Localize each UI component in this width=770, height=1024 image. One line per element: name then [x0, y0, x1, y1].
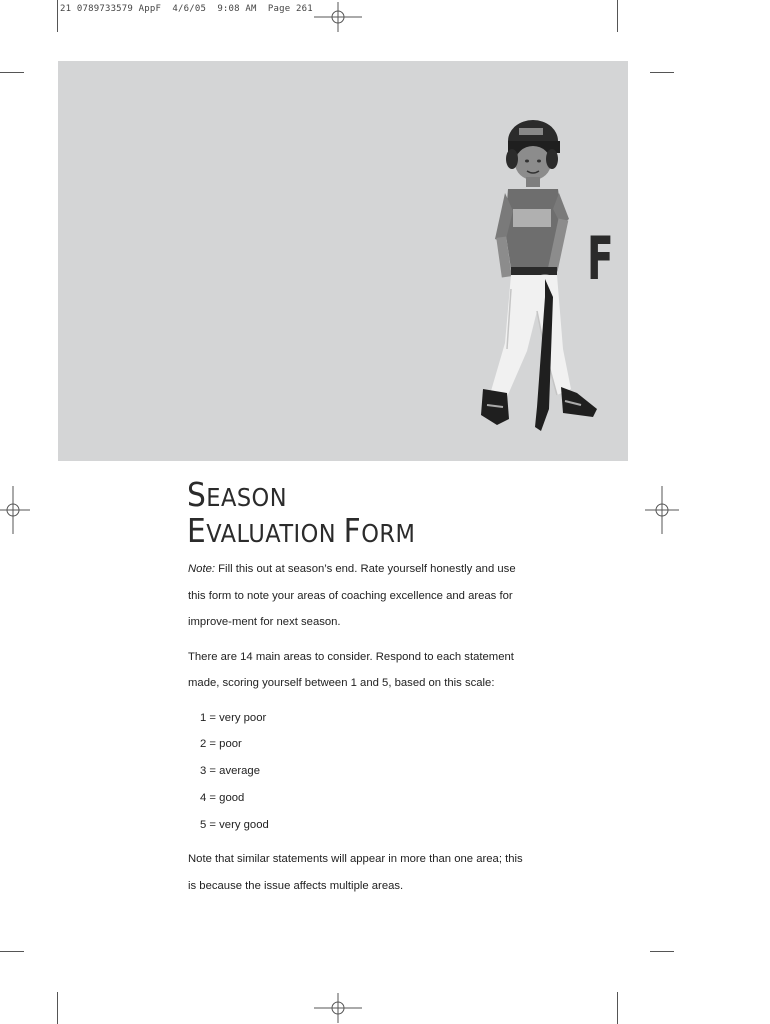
- crop-mark-top-left: [57, 0, 58, 32]
- print-slug-line: 21 0789733579 AppF 4/6/05 9:08 AM Page 261: [60, 4, 313, 14]
- registration-mark-right: [645, 486, 679, 534]
- intro-paragraph: [188, 556, 528, 636]
- rating-scale-list: [188, 705, 528, 839]
- scale-item: 4 = good: [200, 791, 245, 804]
- title-line-2: EVALUATION FORM: [187, 511, 416, 550]
- crop-mark-left-upper: [0, 72, 24, 73]
- note-text: Fill this out at season’s end. Rate yourself honestly and use this form to note your areas of coaching excellence and areas for improve-ment for next season.: [188, 563, 516, 628]
- scale-item: 2 = poor: [200, 738, 242, 751]
- chapter-banner: [58, 61, 628, 461]
- scale-intro-paragraph: There are 14 main areas to consider. Respond to each statement made, scoring yourself between 1 and 5, based on this scale:: [188, 650, 514, 689]
- registration-mark-top: [314, 2, 362, 32]
- scale-item: 3 = average: [200, 765, 260, 778]
- registration-mark-bottom: [314, 993, 362, 1023]
- body-text: [188, 556, 528, 907]
- crop-mark-left-lower: [0, 951, 24, 952]
- title-line-1: SEASON: [187, 475, 287, 514]
- crop-mark-right-lower: [650, 951, 674, 952]
- page-title: [187, 475, 441, 550]
- crop-mark-bottom-right: [617, 992, 618, 1024]
- scale-item: 1 = very poor: [200, 711, 267, 724]
- appendix-letter: F: [587, 224, 614, 294]
- crop-mark-top-right: [617, 0, 618, 32]
- closing-paragraph: Note that similar statements will appear in more than one area; this is because the issue affects multiple areas.: [188, 853, 523, 892]
- crop-mark-right-upper: [650, 72, 674, 73]
- crop-mark-bottom-left: [57, 992, 58, 1024]
- scale-item: 5 = very good: [200, 818, 269, 831]
- registration-mark-left: [0, 486, 30, 534]
- note-label: Note:: [188, 563, 216, 575]
